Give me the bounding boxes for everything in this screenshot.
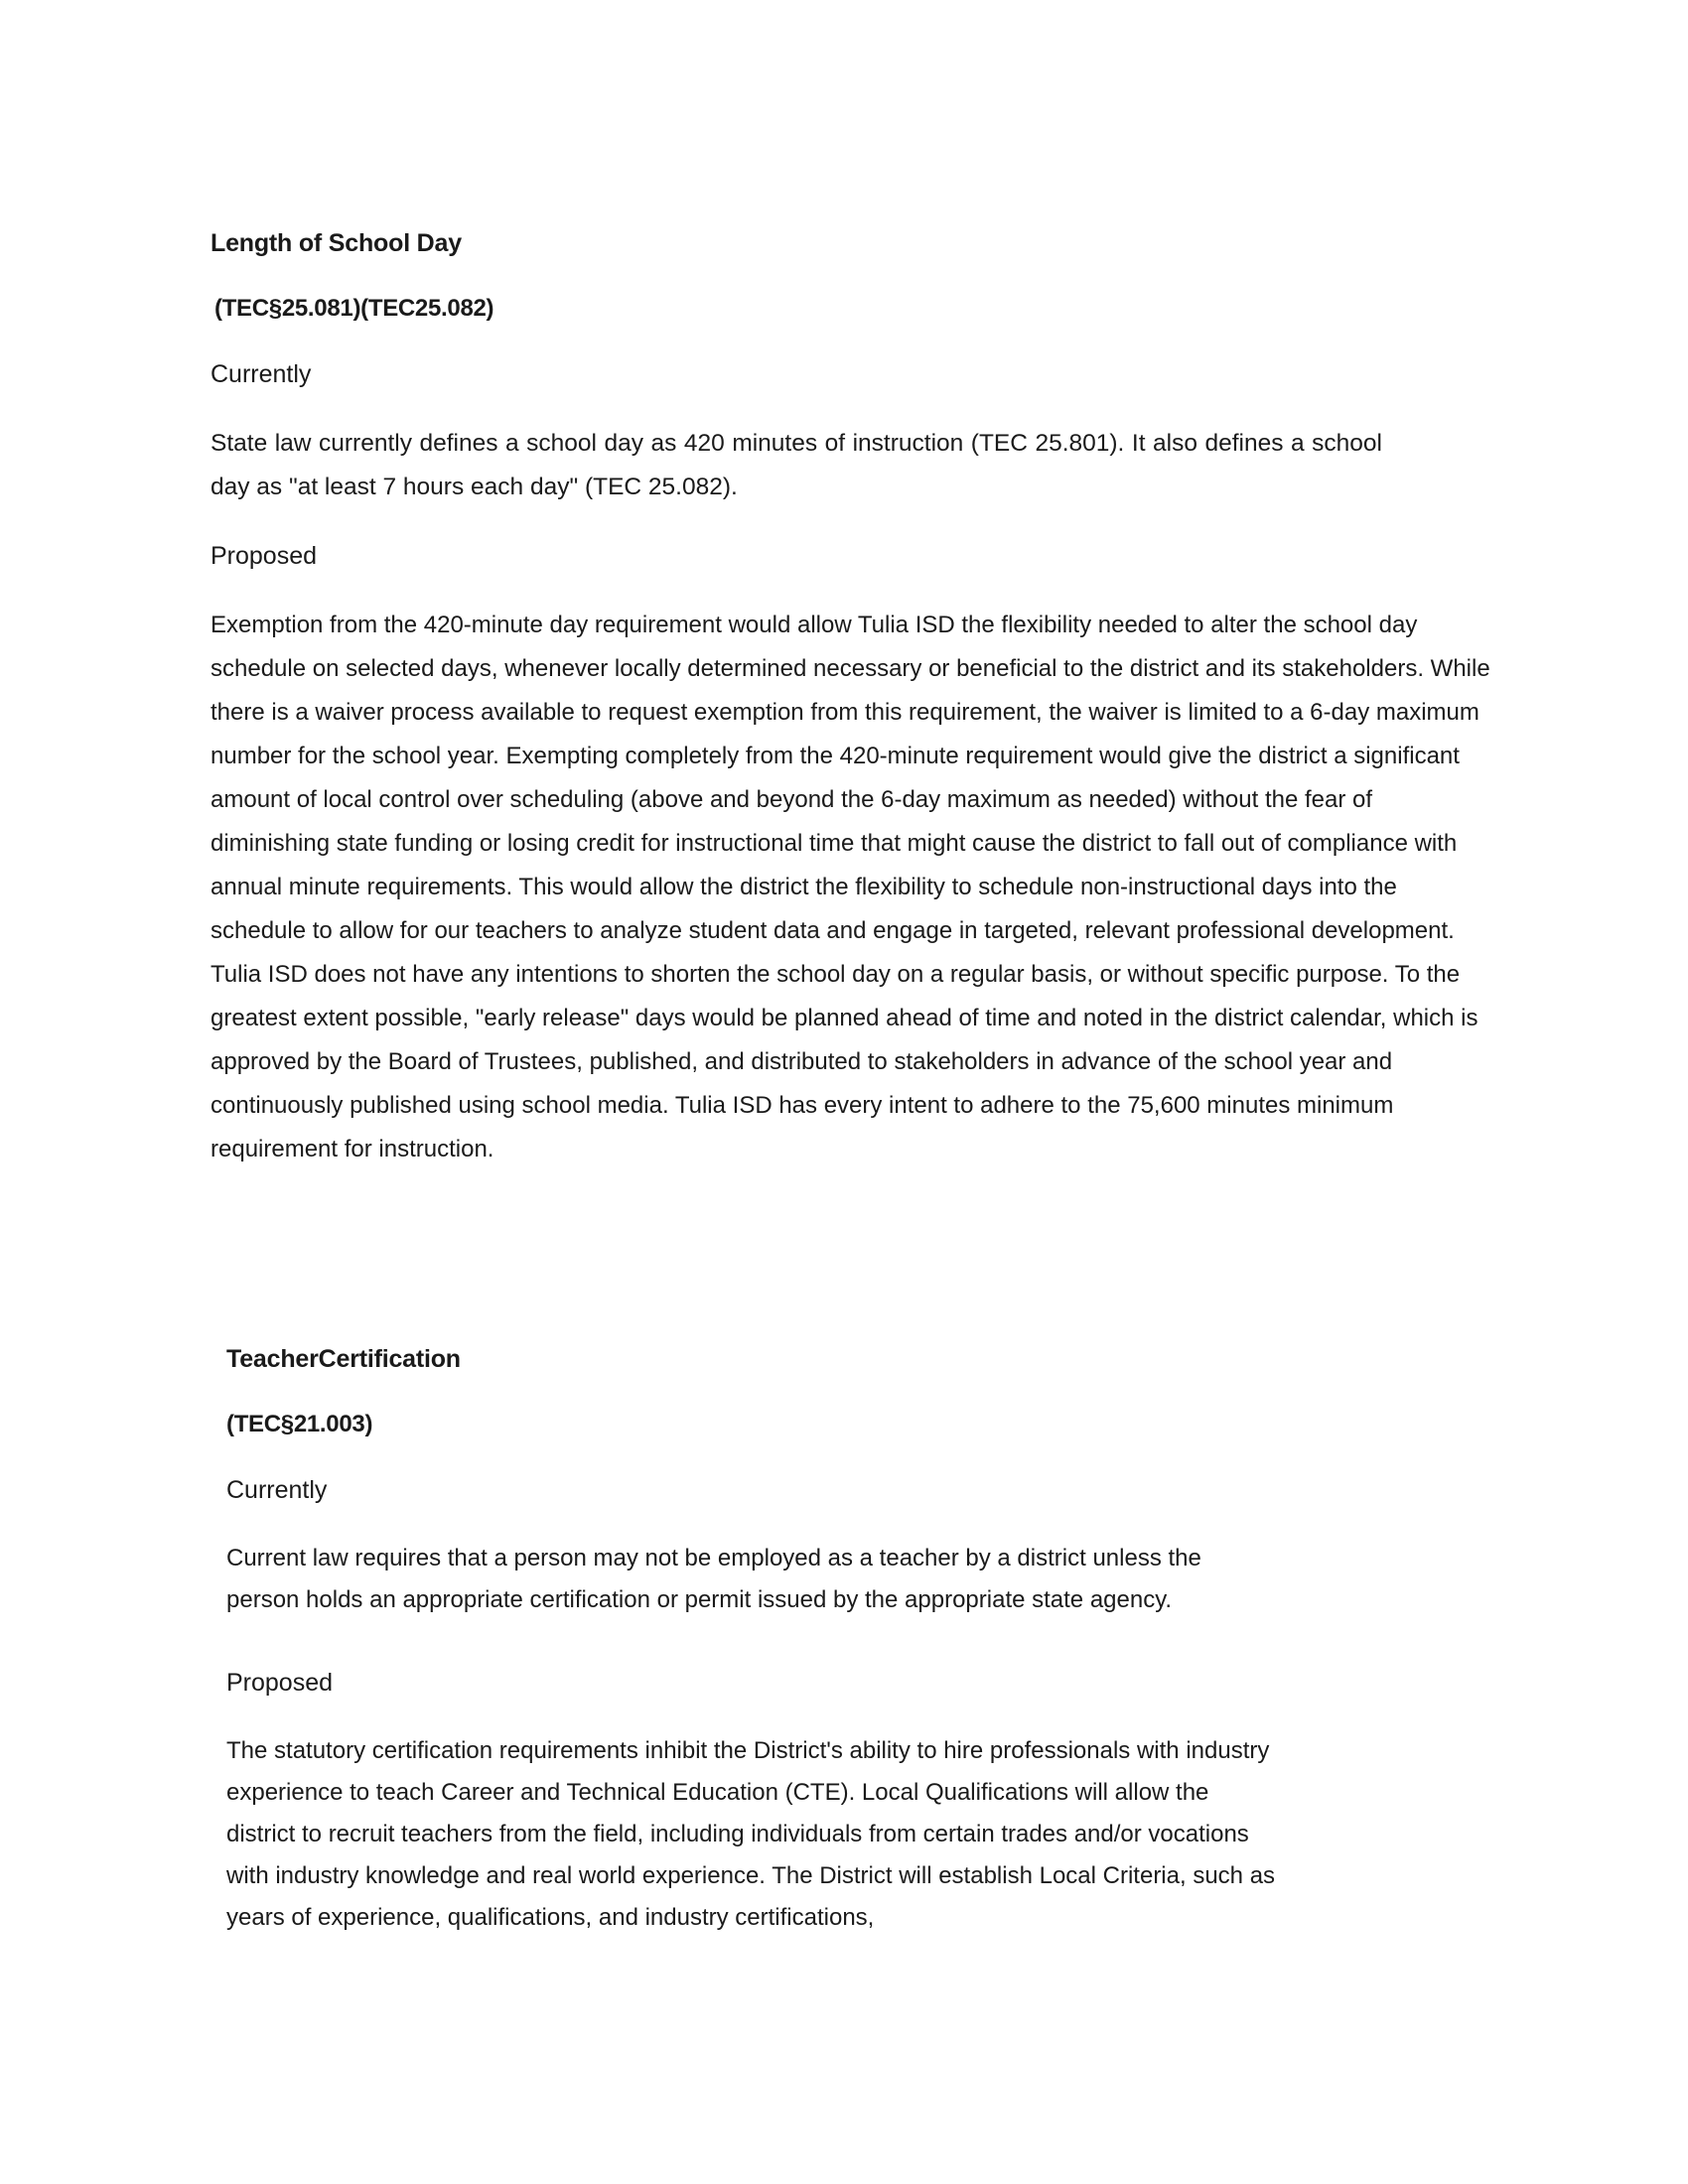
currently-label: Currently	[211, 360, 312, 388]
currently-paragraph: Current law requires that a person may not be employed as a teacher by a district unless the person holds an appropriate certification or permit issued by the appropriate state agency.	[226, 1545, 1201, 1613]
currently-label: Currently	[226, 1476, 328, 1504]
section-heading: Length of School Day	[211, 229, 462, 257]
currently-paragraph: State law currently defines a school day as 420 minutes of instruction (TEC 25.801). It also defines a school day as "at least 7 hours each day" (TEC 25.082).	[211, 430, 1382, 500]
proposed-label: Proposed	[211, 542, 318, 570]
section-length-of-school-day	[211, 226, 1501, 1201]
proposed-label: Proposed	[226, 1669, 334, 1697]
proposed-paragraph: The statutory certification requirements inhibit the District's ability to hire professionals with industry experience to teach Career and Technical Education (CTE). Local Qualifications will allow the district to recruit teachers from the field, including individuals from certain trades and/or vocations with industry knowledge and real world experience. The District will establish Local Criteria, such as years of experience, qualifications, and industry certifications,	[226, 1737, 1276, 1931]
section-teacher-certification	[226, 1342, 1279, 1969]
section-heading: TeacherCertification	[226, 1345, 461, 1373]
section-citation: (TEC§21.003)	[226, 1411, 373, 1437]
proposed-paragraph: Exemption from the 420-minute day requirement would allow Tulia ISD the flexibility needed to alter the school day schedule on selected days, whenever locally determined necessary or beneficial to the district and its stakeholders. While there is a waiver process available to request exemption from this requirement, the waiver is limited to a 6-day maximum number for the school year. Exempting completely from the 420-minute requirement would give the district a significant amount of local control over scheduling (above and beyond the 6-day maximum as needed) without the fear of diminishing state funding or losing credit for instructional time that might cause the district to fall out of compliance with annual minute requirements. This would allow the district the flexibility to schedule non-instructional days into the schedule to allow for our teachers to analyze student data and engage in targeted, relevant professional development. Tulia ISD does not have any intentions to shorten the school day on a regular basis, or without specific purpose. To the greatest extent possible, "early release" days would be planned ahead of time and noted in the district calendar, which is approved by the Board of Trustees, published, and distributed to stakeholders in advance of the school year and continuously published using school media. Tulia ISD has every intent to adhere to the 75,600 minutes minimum requirement for instruction.	[211, 612, 1490, 1162]
section-citation: (TEC§25.081)(TEC25.082)	[214, 295, 494, 322]
